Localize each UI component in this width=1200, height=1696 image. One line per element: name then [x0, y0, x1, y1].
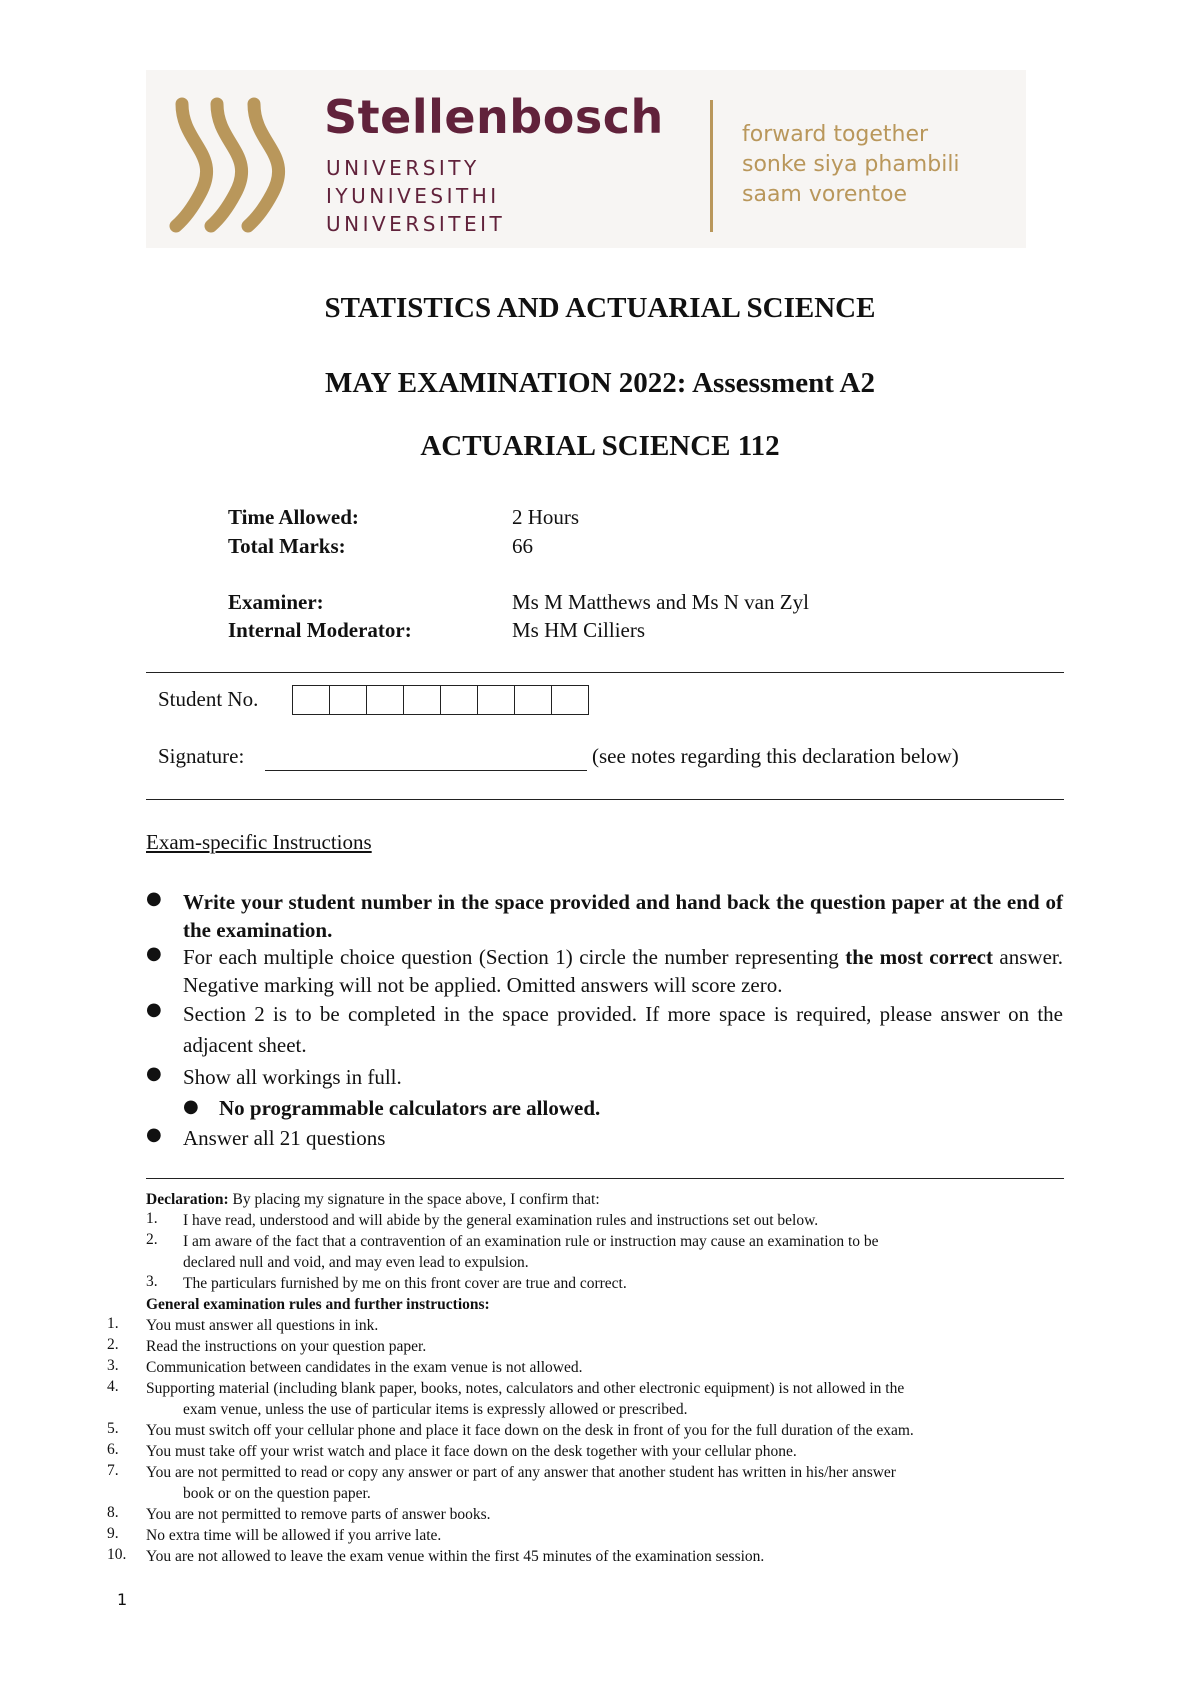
moderator-label: Internal Moderator:	[228, 618, 412, 642]
tagline-afrikaans: saam vorentoe	[742, 182, 907, 207]
rule-item-continued: book or on the question paper.	[183, 1485, 371, 1502]
student-number-boxes[interactable]	[292, 685, 589, 715]
tagline-xhosa: sonke siya phambili	[742, 152, 960, 177]
instruction-section-2: Section 2 is to be completed in the space provided. If more space is required, please answer on the adjacent sheet.	[183, 1002, 1063, 1057]
instruction-workings: Show all workings in full.	[183, 1065, 402, 1089]
rule-item: No extra time will be allowed if you arrive late.	[146, 1527, 442, 1544]
rule-item: You must take off your wrist watch and place it face down on the desk together with your cellular phone.	[146, 1443, 797, 1460]
examiner-value: Ms M Matthews and Ms N van Zyl	[512, 590, 809, 614]
rule-number: 9.	[107, 1525, 119, 1542]
rule-item: You must answer all questions in ink.	[146, 1317, 379, 1334]
bullet-icon: ●	[183, 1096, 199, 1117]
rule-number: 6.	[107, 1441, 119, 1458]
signature-line[interactable]	[265, 770, 587, 771]
logo-name: Stellenbosch	[324, 90, 664, 144]
rule-number: 4.	[107, 1378, 119, 1395]
declaration-intro	[146, 1189, 600, 1210]
student-digit-box[interactable]	[441, 686, 478, 714]
logo-line-universiteit: UNIVERSITEIT	[326, 212, 506, 236]
time-allowed-value: 2 Hours	[512, 505, 580, 529]
rules-heading: General examination rules and further instructions:	[146, 1296, 490, 1313]
divider-top	[146, 672, 1064, 673]
rule-item: You are not permitted to read or copy any answer or part of any answer that another student has written in his/her answer	[146, 1464, 896, 1481]
bullet-icon: ●	[146, 999, 162, 1020]
declaration-number: 1.	[146, 1210, 158, 1227]
rule-item-continued: exam venue, unless the use of particular items is expressly allowed or prescribed.	[183, 1401, 688, 1418]
student-digit-box[interactable]	[552, 686, 588, 714]
course-title: ACTUARIAL SCIENCE 112	[420, 430, 780, 462]
instruction-multiple-choice	[183, 943, 1063, 999]
declaration-item: I am aware of the fact that a contravention of an examination rule or instruction may cause an examination to be	[183, 1233, 879, 1250]
declaration-number: 2.	[146, 1231, 158, 1248]
instruction-mc-emphasis: the most correct	[845, 945, 993, 969]
total-marks-value: 66	[512, 534, 533, 558]
declaration-label: Declaration:	[146, 1191, 229, 1208]
student-digit-box[interactable]	[478, 686, 515, 714]
rule-item: Read the instructions on your question paper.	[146, 1338, 427, 1355]
university-logo	[146, 70, 1026, 248]
declaration-item-continued: declared null and void, and may even lead to expulsion.	[183, 1254, 529, 1271]
examiner-label: Examiner:	[228, 590, 324, 614]
declaration-intro-text: By placing my signature in the space above, I confirm that:	[228, 1191, 600, 1208]
total-marks-label: Total Marks:	[228, 534, 346, 558]
rule-number: 3.	[107, 1357, 119, 1374]
student-number-label: Student No.	[158, 687, 259, 711]
bullet-icon: ●	[146, 943, 162, 964]
rule-item: You must switch off your cellular phone and place it face down on the desk in front of you for the full duration of the exam.	[146, 1422, 914, 1439]
instruction-calculators: No programmable calculators are allowed.	[219, 1096, 601, 1120]
department-title: STATISTICS AND ACTUARIAL SCIENCE	[324, 292, 876, 324]
student-digit-box[interactable]	[404, 686, 441, 714]
declaration-item: I have read, understood and will abide by the general examination rules and instructions set out below.	[183, 1212, 819, 1229]
student-digit-box[interactable]	[367, 686, 404, 714]
logo-line-iyunivesithi: IYUNIVESITHI	[326, 184, 500, 208]
rule-number: 7.	[107, 1462, 119, 1479]
student-digit-box[interactable]	[515, 686, 552, 714]
logo-divider	[710, 100, 713, 232]
rule-item: You are not allowed to leave the exam venue within the first 45 minutes of the examination session.	[146, 1548, 765, 1565]
rule-number: 5.	[107, 1420, 119, 1437]
time-allowed-label: Time Allowed:	[228, 505, 359, 529]
bullet-icon: ●	[146, 1063, 162, 1084]
rule-item: Supporting material (including blank paper, books, notes, calculators and other electronic equipment) is not allowed in the	[146, 1380, 905, 1397]
student-digit-box[interactable]	[330, 686, 367, 714]
signature-note: (see notes regarding this declaration below)	[592, 744, 959, 768]
exam-title: MAY EXAMINATION 2022: Assessment A2	[325, 367, 875, 399]
instruction-mc-text-a: For each multiple choice question (Section 1) circle the number representing	[183, 945, 846, 969]
instruction-student-number: Write your student number in the space provided and hand back the question paper at the end of the examination.	[183, 890, 1063, 942]
rule-number: 10.	[107, 1546, 127, 1563]
moderator-value: Ms HM Cilliers	[512, 618, 646, 642]
rule-number: 1.	[107, 1315, 119, 1332]
declaration-item: The particulars furnished by me on this front cover are true and correct.	[183, 1275, 627, 1292]
tagline-english: forward together	[742, 122, 929, 147]
bullet-icon: ●	[146, 888, 162, 909]
logo-line-university: UNIVERSITY	[326, 156, 480, 180]
rule-number: 2.	[107, 1336, 119, 1353]
page-number: 1	[117, 1590, 128, 1609]
instruction-mc-text-c: answer. Negative marking will not be applied. Omitted answers will score zero.	[183, 945, 1063, 997]
bullet-icon: ●	[146, 1124, 162, 1145]
instructions-heading: Exam-specific Instructions	[146, 830, 372, 854]
declaration-number: 3.	[146, 1273, 158, 1290]
signature-label: Signature:	[158, 744, 245, 768]
divider-middle	[146, 799, 1064, 800]
divider-bottom	[146, 1178, 1064, 1179]
instruction-answer-all: Answer all 21 questions	[183, 1126, 386, 1150]
rule-number: 8.	[107, 1504, 119, 1521]
rule-item: You are not permitted to remove parts of answer books.	[146, 1506, 491, 1523]
rule-item: Communication between candidates in the exam venue is not allowed.	[146, 1359, 583, 1376]
student-digit-box[interactable]	[293, 686, 330, 714]
university-crest-icon	[162, 94, 298, 234]
